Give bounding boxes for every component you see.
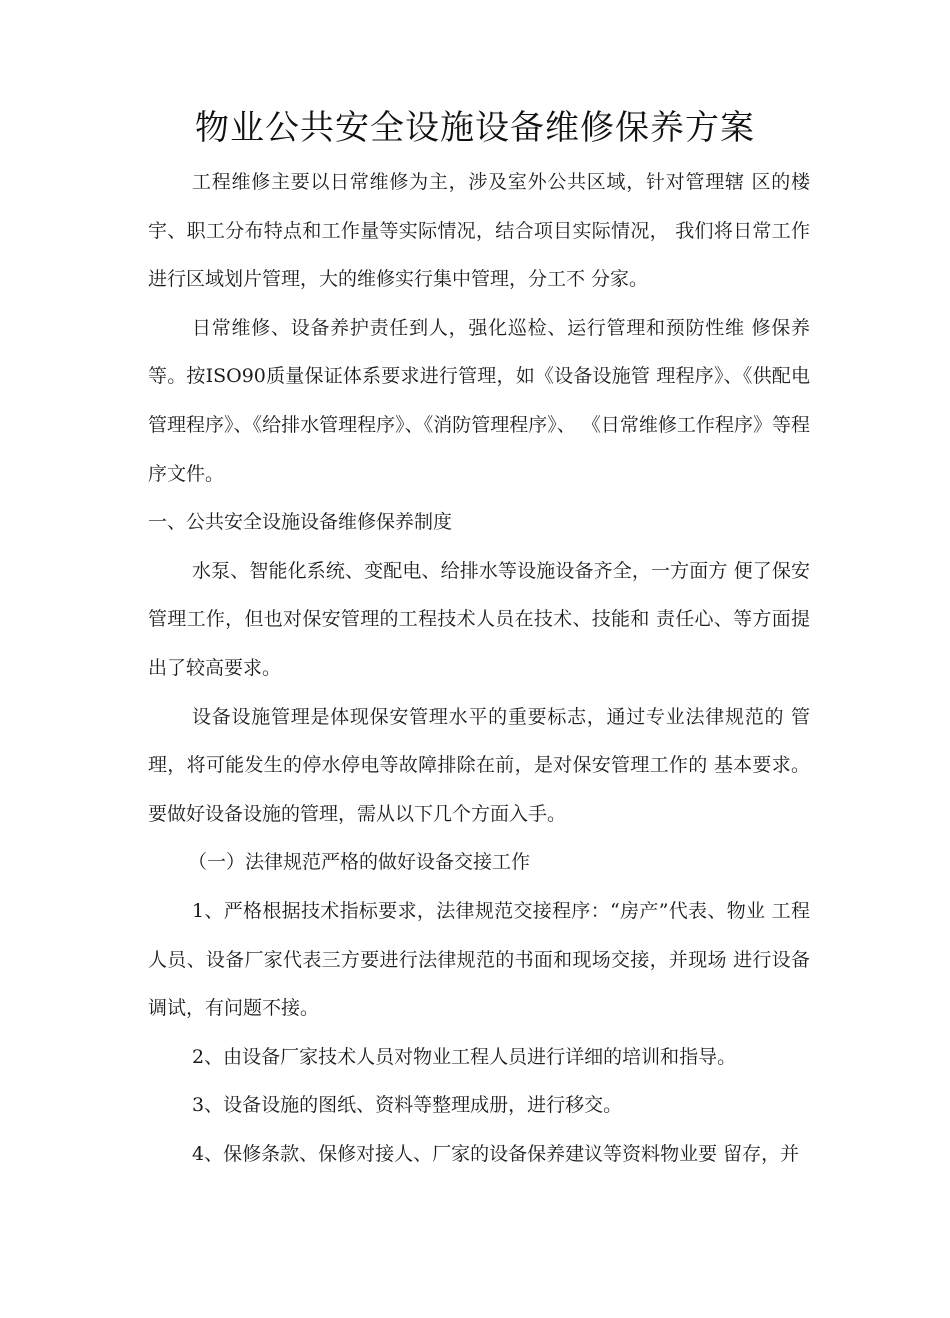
subsection-heading-1: （一）法律规范严格的做好设备交接工作 [188, 851, 531, 874]
section-heading-1: 一、公共安全设施设备维修保养制度 [148, 511, 453, 534]
list-item-3: 3、设备设施的图纸、资料等整理成册，进行移交。 [192, 1094, 623, 1117]
paragraph-equipment-overview: 水泵、智能化系统、变配电、给排水等设施设备齐全，一方面方 便了保安管理工作，但也对保安管理的工程技术人员在技术、技能和 责任心、等方面提出了较高要求。 [148, 559, 810, 679]
list-item-2: 2、由设备厂家技术人员对物业工程人员进行详细的培训和指导。 [192, 1045, 737, 1068]
paragraph-intro: 工程维修主要以日常维修为主，涉及室外公共区域，针对管理辖 区的楼宇、职工分布特点和工作量等实际情况，结合项目实际情况， 我们将日常工作进行区域划片管理，大的维修实行集中管理，分工不 分家。 [148, 171, 810, 291]
list-item-4: 4、保修条款、保修对接人、厂家的设备保养建议等资料物业要 留存，并 [192, 1142, 800, 1165]
paragraph-daily-maintenance: 日常维修、设备养护责任到人，强化巡检、运行管理和预防性维 修保养等。按ISO90质量保证体系要求进行管理，如《设备设施管 理程序》、《供配电管理程序》、《给排水管理程序》、《消防管理程序》、 《日常维修工作程序》等程序文件。 [148, 316, 810, 485]
document-title: 物业公共安全设施设备维修保养方案 [195, 108, 755, 148]
document-body [148, 158, 810, 1178]
paragraph-management-importance: 设备设施管理是体现保安管理水平的重要标志，通过专业法律规范的 管理，将可能发生的停水停电等故障排除在前，是对保安管理工作的 基本要求。要做好设备设施的管理，需从以下几个方面入手。 [148, 705, 810, 825]
list-item-1: 1、严格根据技术指标要求，法律规范交接程序：“房产”代表、物业 工程人员、设备厂家代表三方要进行法律规范的书面和现场交接，并现场 进行设备调试，有问题不接。 [148, 899, 810, 1020]
